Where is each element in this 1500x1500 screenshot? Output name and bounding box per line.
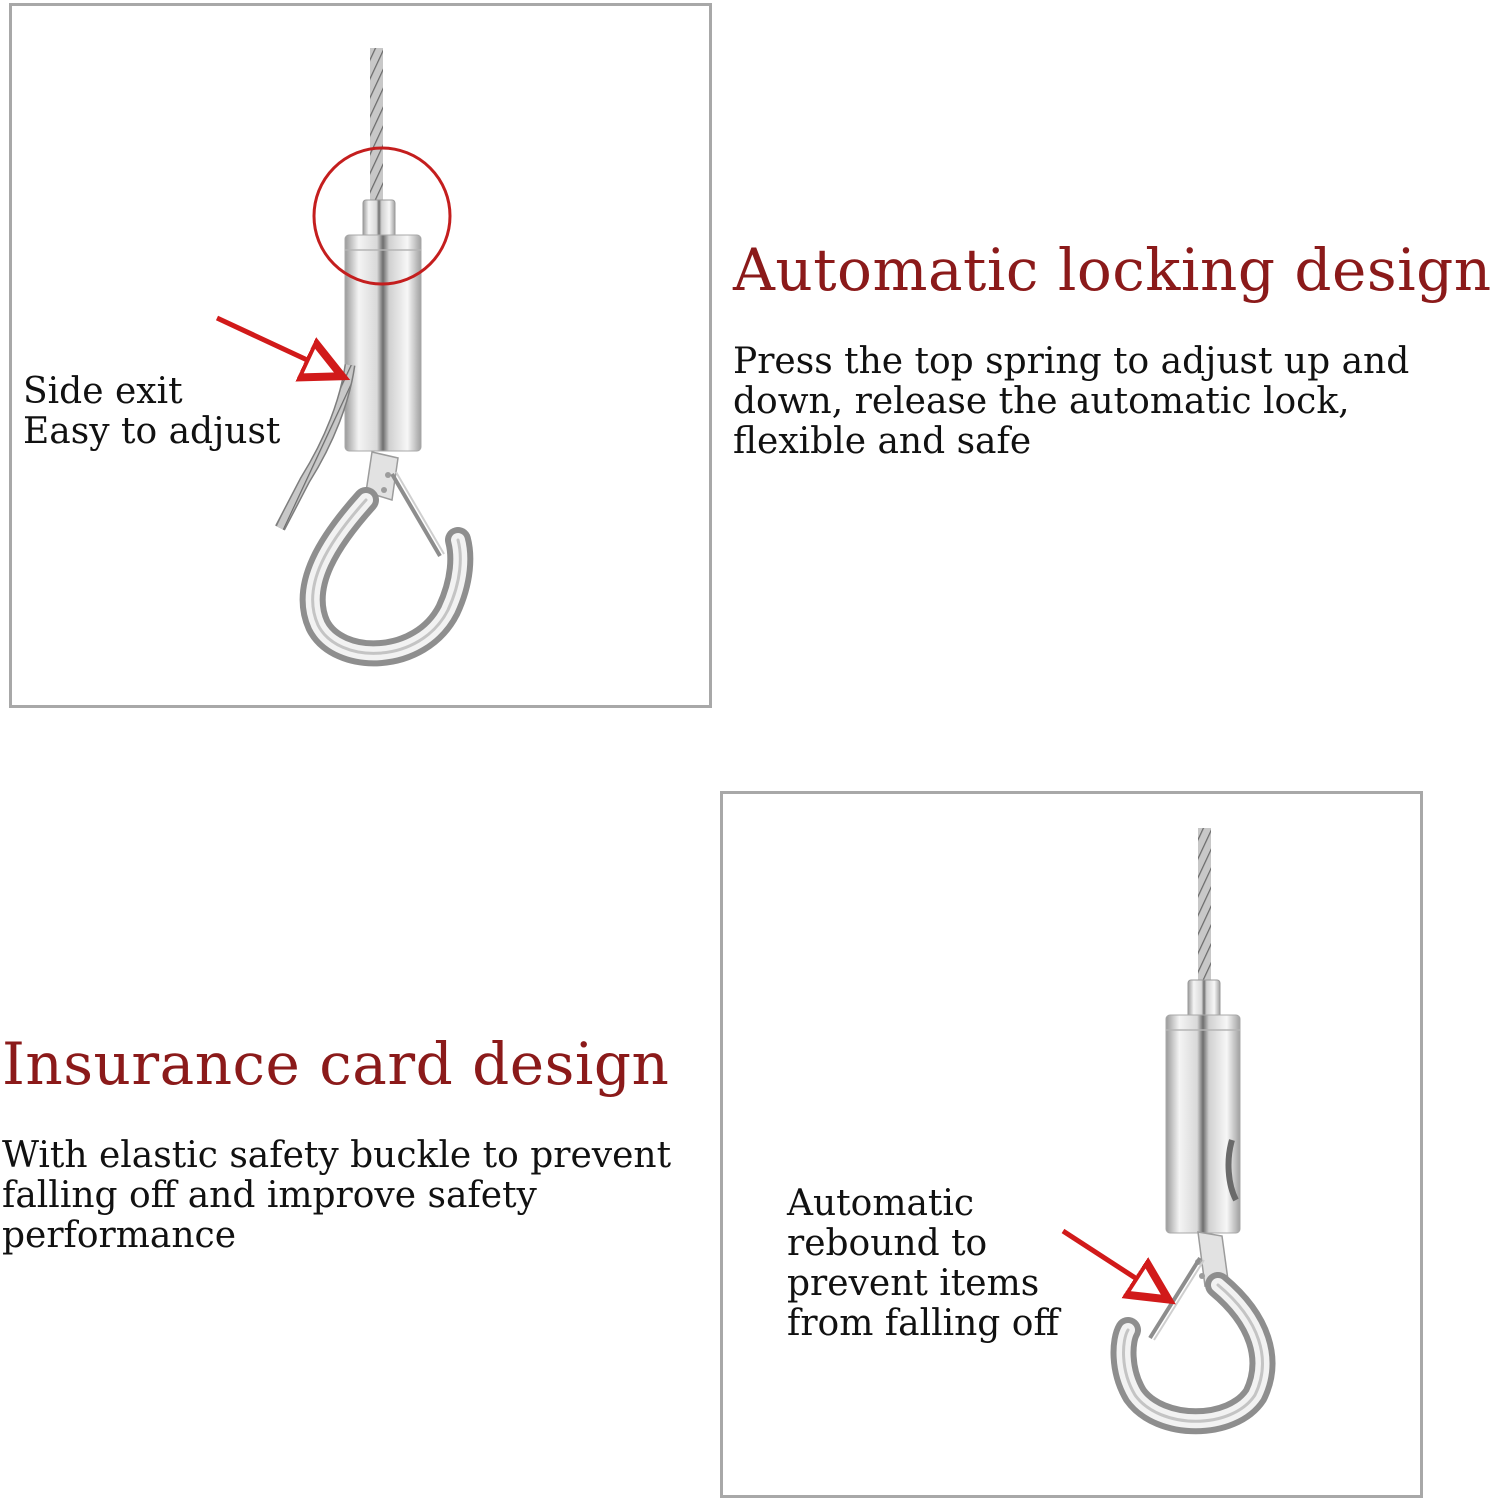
description-line: falling off and improve safety — [2, 1175, 537, 1216]
callout-automatic-rebound — [787, 1184, 1107, 1344]
callout-line: prevent items — [787, 1263, 1040, 1304]
callout-line: Automatic — [787, 1183, 975, 1224]
feature-description-automatic-locking — [733, 342, 1493, 462]
wire-gripper-hook-1 — [280, 48, 460, 653]
description-line: Press the top spring to adjust up and — [733, 341, 1410, 382]
steel-cable-icon — [370, 48, 383, 203]
description-line: down, release the automatic lock, — [733, 381, 1350, 422]
feature-heading-automatic-locking: Automatic locking design — [733, 236, 1492, 304]
callout-line: from falling off — [787, 1303, 1060, 1344]
arrow-icon — [217, 318, 333, 372]
description-line: performance — [2, 1215, 237, 1256]
callout-line: Easy to adjust — [23, 411, 281, 452]
callout-side-exit — [23, 372, 313, 452]
feature-heading-insurance-card: Insurance card design — [2, 1030, 670, 1098]
description-line: With elastic safety buckle to prevent — [2, 1135, 672, 1176]
callout-line: Side exit — [23, 371, 183, 412]
product-image-frame-2 — [720, 791, 1423, 1498]
description-line: flexible and safe — [733, 421, 1032, 462]
feature-description-insurance-card — [2, 1136, 717, 1256]
callout-line: rebound to — [787, 1223, 988, 1264]
